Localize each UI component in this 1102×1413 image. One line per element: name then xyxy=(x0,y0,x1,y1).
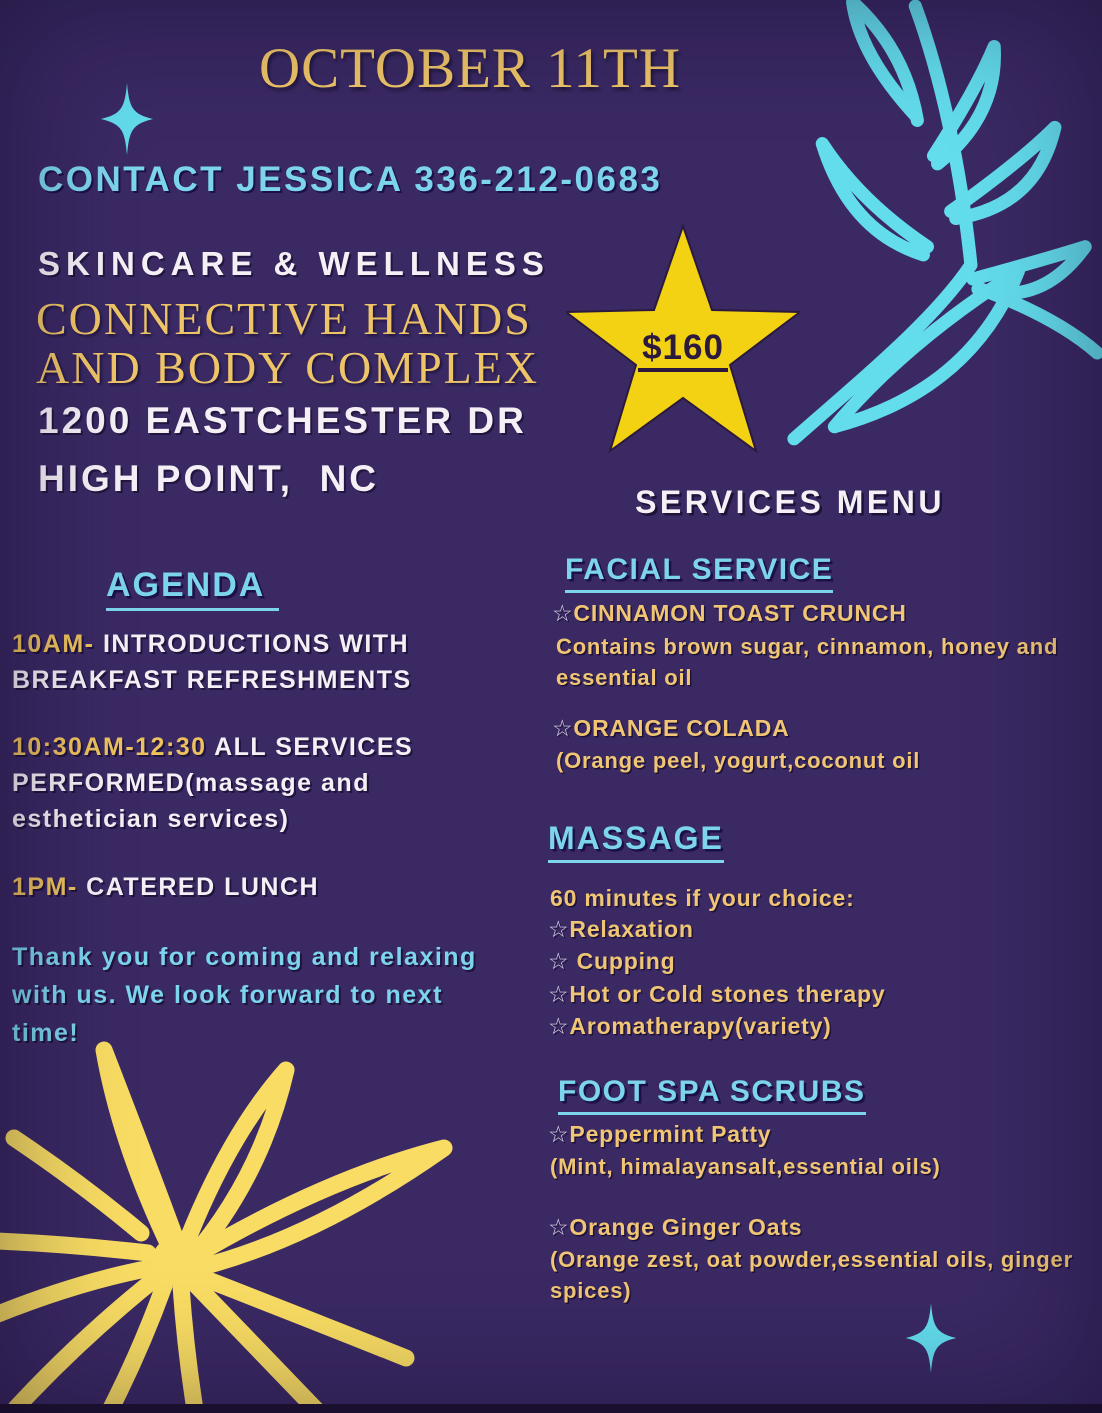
menu-item-desc: (Orange peel, yogurt,coconut oil xyxy=(556,748,921,773)
flower-center xyxy=(152,1237,200,1285)
business-name xyxy=(36,294,539,392)
menu-item-name: Aromatherapy(variety) xyxy=(569,1013,832,1039)
business-name-line1: CONNECTIVE HANDS xyxy=(36,293,532,344)
star-bullet-icon: ☆ xyxy=(552,715,574,741)
star-bullet-icon: ☆ xyxy=(548,981,570,1007)
contact-line: CONTACT JESSICA 336-212-0683 xyxy=(38,160,663,199)
tagline: SKINCARE & WELLNESS xyxy=(38,245,550,282)
menu-item xyxy=(552,713,790,744)
massage-intro: 60 minutes if your choice: xyxy=(550,885,855,911)
agenda-item xyxy=(12,869,492,905)
agenda-item-time: 10:30AM-12:30 xyxy=(12,733,207,761)
agenda-item xyxy=(12,729,492,837)
menu-item xyxy=(552,598,907,629)
menu-item-name: Hot or Cold stones therapy xyxy=(569,981,886,1007)
menu-item-desc: Contains brown sugar, cinnamon, honey and essential oil xyxy=(556,634,1059,690)
menu-item xyxy=(548,914,694,945)
menu-item xyxy=(548,979,885,1010)
menu-item-name: Peppermint Patty xyxy=(569,1121,772,1147)
star-bullet-icon: ☆ xyxy=(548,948,570,974)
city-line: HIGH POINT, NC xyxy=(38,458,380,499)
business-name-line2: AND BODY COMPLEX xyxy=(36,342,540,393)
star-bullet-icon: ☆ xyxy=(548,1013,570,1039)
closing-message: Thank you for coming and relaxing with us. We look forward to next time! xyxy=(12,943,477,1047)
menu-item-desc: (Orange zest, oat powder,essential oils, ginger spices) xyxy=(550,1247,1073,1303)
menu-item-name: Orange Ginger Oats xyxy=(569,1214,803,1240)
agenda-heading: AGENDA xyxy=(106,566,279,611)
menu-item-name: ORANGE COLADA xyxy=(573,715,790,741)
bottom-edge-bar xyxy=(0,1404,1102,1413)
agenda-item-time: 1PM- xyxy=(12,873,78,901)
agenda-item-text: CATERED LUNCH xyxy=(77,873,320,901)
agenda-item xyxy=(12,626,492,698)
star-bullet-icon: ☆ xyxy=(548,1121,570,1147)
sparkle-icon xyxy=(903,1303,959,1373)
address-line: 1200 EASTCHESTER DR xyxy=(38,400,527,441)
flower-illustration xyxy=(0,1028,572,1413)
sparkle-icon xyxy=(98,83,156,155)
services-menu-title: SERVICES MENU xyxy=(635,484,945,520)
menu-item-name: Relaxation xyxy=(569,916,694,942)
section-heading-footspa: FOOT SPA SCRUBS xyxy=(558,1075,866,1115)
menu-item xyxy=(548,1212,802,1243)
star-bullet-icon: ☆ xyxy=(552,600,574,626)
star-bullet-icon: ☆ xyxy=(548,916,570,942)
agenda-item-text: INTRODUCTIONS WITH BREAKFAST REFRESHMENTS xyxy=(12,630,412,694)
menu-item xyxy=(548,1119,771,1150)
event-date-title: OCTOBER 11TH xyxy=(258,37,682,100)
menu-item xyxy=(548,1011,832,1042)
menu-item-desc: (Mint, himalayansalt,essential oils) xyxy=(550,1154,941,1179)
menu-item-name: Cupping xyxy=(569,948,676,974)
leaf-illustration xyxy=(763,0,1102,454)
section-heading-facial: FACIAL SERVICE xyxy=(565,553,833,593)
star-bullet-icon: ☆ xyxy=(548,1214,570,1240)
agenda-item-time: 10AM- xyxy=(12,630,95,658)
agenda-item-text: ALL SERVICES PERFORMED(massage and esthetician services) xyxy=(12,733,414,833)
menu-item xyxy=(548,946,675,977)
menu-item-name: CINNAMON TOAST CRUNCH xyxy=(573,600,907,626)
section-heading-massage: MASSAGE xyxy=(548,820,724,863)
price-value: $160 xyxy=(566,328,800,368)
